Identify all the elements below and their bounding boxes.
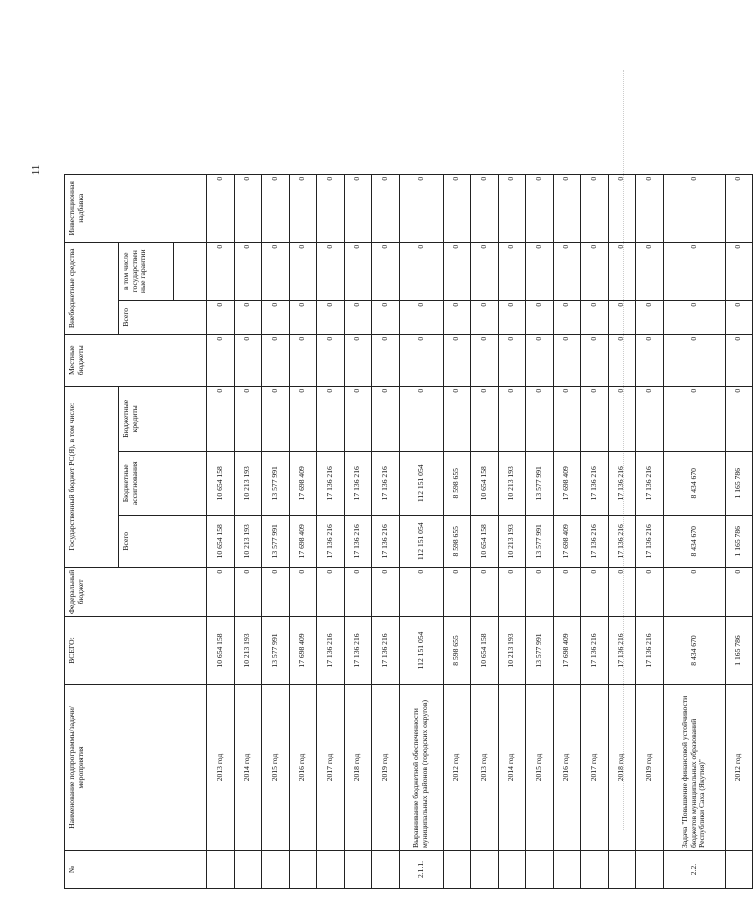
row-number	[581, 851, 609, 889]
row-invest: 0	[581, 174, 609, 242]
row-state-alloc: 17 698 409	[289, 451, 317, 515]
row-invest: 0	[526, 174, 554, 242]
row-state-total: 17 136 216	[608, 515, 636, 567]
row-total: 17 698 409	[553, 617, 581, 685]
row-state-total: 17 136 216	[581, 515, 609, 567]
row-local: 0	[399, 334, 443, 386]
row-state-total: 10 213 193	[498, 515, 526, 567]
row-extra-guar: 0	[663, 242, 725, 300]
table-row	[526, 174, 554, 888]
table-row	[498, 174, 526, 888]
row-number	[372, 851, 400, 889]
row-federal: 0	[581, 567, 609, 616]
row-extra-total: 0	[344, 300, 372, 334]
row-invest: 0	[317, 174, 345, 242]
row-total: 13 577 991	[526, 617, 554, 685]
row-state-alloc: 112 151 054	[399, 451, 443, 515]
row-invest: 0	[399, 174, 443, 242]
row-state-total: 17 136 216	[344, 515, 372, 567]
row-federal: 0	[344, 567, 372, 616]
row-name: Задача "Повышение финансовой устойчивости бюджетов муниципальных образований Республики Саха (Якутия)"	[663, 685, 725, 851]
row-invest: 0	[262, 174, 290, 242]
row-state-alloc: 13 577 991	[262, 451, 290, 515]
row-extra-total: 0	[443, 300, 471, 334]
row-extra-total: 0	[372, 300, 400, 334]
row-state-total: 17 136 216	[317, 515, 345, 567]
row-extra-total: 0	[636, 300, 664, 334]
row-invest: 0	[725, 174, 753, 242]
row-name: 2019 год	[372, 685, 400, 851]
row-name: 2013 год	[471, 685, 499, 851]
row-state-alloc: 1 165 786	[725, 451, 753, 515]
row-total: 10 654 158	[471, 617, 499, 685]
row-number	[317, 851, 345, 889]
row-federal: 0	[399, 567, 443, 616]
row-extra-guar: 0	[553, 242, 581, 300]
header-num: №	[65, 851, 207, 889]
row-federal: 0	[471, 567, 499, 616]
row-extra-guar: 0	[498, 242, 526, 300]
row-extra-total: 0	[471, 300, 499, 334]
row-number	[553, 851, 581, 889]
row-state-credit: 0	[443, 386, 471, 451]
table-row	[344, 174, 372, 888]
row-total: 10 213 193	[234, 617, 262, 685]
row-state-alloc: 17 136 216	[344, 451, 372, 515]
row-extra-guar: 0	[344, 242, 372, 300]
row-federal: 0	[234, 567, 262, 616]
row-total: 112 151 054	[399, 617, 443, 685]
row-invest: 0	[344, 174, 372, 242]
row-local: 0	[581, 334, 609, 386]
row-local: 0	[317, 334, 345, 386]
row-total: 8 434 670	[663, 617, 725, 685]
row-local: 0	[471, 334, 499, 386]
row-number	[234, 851, 262, 889]
row-federal: 0	[663, 567, 725, 616]
row-name: 2018 год	[344, 685, 372, 851]
table-row	[443, 174, 471, 888]
row-state-total: 8 434 670	[663, 515, 725, 567]
header-extra-total: Всего	[119, 300, 207, 334]
row-name: 2016 год	[553, 685, 581, 851]
row-extra-total: 0	[663, 300, 725, 334]
row-state-credit: 0	[344, 386, 372, 451]
row-invest: 0	[498, 174, 526, 242]
row-number	[608, 851, 636, 889]
table-row	[262, 174, 290, 888]
row-extra-guar: 0	[471, 242, 499, 300]
row-extra-guar: 0	[399, 242, 443, 300]
section-row	[663, 174, 725, 888]
row-federal: 0	[526, 567, 554, 616]
row-name: 2017 год	[317, 685, 345, 851]
header-invest: Инвестиционная надбавка	[65, 174, 207, 242]
table-row	[317, 174, 345, 888]
row-extra-total: 0	[207, 300, 235, 334]
row-total: 17 136 216	[608, 617, 636, 685]
row-state-alloc: 8 434 670	[663, 451, 725, 515]
row-extra-guar: 0	[636, 242, 664, 300]
row-extra-guar: 0	[207, 242, 235, 300]
table-row	[581, 174, 609, 888]
row-local: 0	[234, 334, 262, 386]
row-invest: 0	[443, 174, 471, 242]
table-row	[207, 174, 235, 888]
table-row	[234, 174, 262, 888]
row-federal: 0	[262, 567, 290, 616]
row-invest: 0	[553, 174, 581, 242]
row-local: 0	[344, 334, 372, 386]
row-extra-guar: 0	[234, 242, 262, 300]
row-number	[498, 851, 526, 889]
row-extra-guar: 0	[262, 242, 290, 300]
row-extra-guar: 0	[526, 242, 554, 300]
row-state-credit: 0	[725, 386, 753, 451]
row-federal: 0	[608, 567, 636, 616]
row-number	[262, 851, 290, 889]
row-extra-guar: 0	[372, 242, 400, 300]
table-body	[207, 174, 753, 888]
row-state-credit: 0	[399, 386, 443, 451]
row-invest: 0	[471, 174, 499, 242]
header-state-credit: Бюджетные кредиты	[119, 386, 207, 451]
rotated-page	[54, 0, 743, 905]
row-invest: 0	[663, 174, 725, 242]
row-extra-guar: 0	[581, 242, 609, 300]
row-local: 0	[526, 334, 554, 386]
row-total: 13 577 991	[262, 617, 290, 685]
row-local: 0	[498, 334, 526, 386]
row-extra-total: 0	[608, 300, 636, 334]
row-name: 2016 год	[289, 685, 317, 851]
row-state-total: 112 151 054	[399, 515, 443, 567]
row-federal: 0	[207, 567, 235, 616]
row-local: 0	[663, 334, 725, 386]
row-state-alloc: 8 598 655	[443, 451, 471, 515]
row-total: 10 654 158	[207, 617, 235, 685]
table-row	[289, 174, 317, 888]
row-number	[207, 851, 235, 889]
row-total: 17 136 216	[581, 617, 609, 685]
row-extra-guar: 0	[289, 242, 317, 300]
row-extra-total: 0	[234, 300, 262, 334]
row-extra-total: 0	[262, 300, 290, 334]
row-total: 17 136 216	[636, 617, 664, 685]
row-extra-total: 0	[399, 300, 443, 334]
row-state-alloc: 17 698 409	[553, 451, 581, 515]
table-row	[471, 174, 499, 888]
row-state-credit: 0	[207, 386, 235, 451]
row-extra-total: 0	[553, 300, 581, 334]
row-state-credit: 0	[553, 386, 581, 451]
row-state-total: 1 165 786	[725, 515, 753, 567]
row-state-alloc: 13 577 991	[526, 451, 554, 515]
row-federal: 0	[443, 567, 471, 616]
row-number	[344, 851, 372, 889]
header-row-1	[65, 174, 119, 888]
row-state-total: 10 654 158	[471, 515, 499, 567]
row-extra-guar: 0	[725, 242, 753, 300]
row-extra-total: 0	[289, 300, 317, 334]
header-name: Наименование подпрограммы/задачи/мероприятия	[65, 685, 207, 851]
row-state-total: 17 698 409	[289, 515, 317, 567]
row-state-credit: 0	[289, 386, 317, 451]
row-state-alloc: 10 654 158	[471, 451, 499, 515]
row-name: 2012 год	[443, 685, 471, 851]
row-state-alloc: 17 136 216	[317, 451, 345, 515]
row-extra-total: 0	[725, 300, 753, 334]
row-name: 2014 год	[234, 685, 262, 851]
row-state-alloc: 17 136 216	[581, 451, 609, 515]
row-state-credit: 0	[526, 386, 554, 451]
row-federal: 0	[372, 567, 400, 616]
row-state-alloc: 10 654 158	[207, 451, 235, 515]
row-state-alloc: 10 213 193	[498, 451, 526, 515]
row-federal: 0	[317, 567, 345, 616]
row-extra-total: 0	[498, 300, 526, 334]
row-state-total: 13 577 991	[526, 515, 554, 567]
row-number	[289, 851, 317, 889]
header-state: Государственный бюджет РС(Я), в том числе:	[65, 386, 119, 567]
row-state-alloc: 17 136 216	[608, 451, 636, 515]
row-state-total: 17 136 216	[372, 515, 400, 567]
row-federal: 0	[498, 567, 526, 616]
row-local: 0	[372, 334, 400, 386]
header-extra-guar-blank	[174, 242, 207, 300]
row-invest: 0	[289, 174, 317, 242]
row-federal: 0	[725, 567, 753, 616]
table-row	[608, 174, 636, 888]
row-name: Выравнивание бюджетной обеспеченности муниципальных районов (городских округов)	[399, 685, 443, 851]
header-federal: Федеральный бюджет	[65, 567, 207, 616]
row-number: 2.1.1.	[399, 851, 443, 889]
row-extra-total: 0	[526, 300, 554, 334]
row-state-credit: 0	[317, 386, 345, 451]
row-extra-guar: 0	[608, 242, 636, 300]
table-row	[553, 174, 581, 888]
row-local: 0	[553, 334, 581, 386]
row-federal: 0	[636, 567, 664, 616]
row-total: 17 136 216	[372, 617, 400, 685]
header-extra-guar: в том числе государствен ные гарантии	[119, 242, 174, 300]
row-total: 10 213 193	[498, 617, 526, 685]
row-local: 0	[289, 334, 317, 386]
row-extra-guar: 0	[443, 242, 471, 300]
row-extra-guar: 0	[317, 242, 345, 300]
section-row	[399, 174, 443, 888]
row-state-total: 8 598 655	[443, 515, 471, 567]
row-number	[471, 851, 499, 889]
row-name: 2014 год	[498, 685, 526, 851]
row-state-credit: 0	[372, 386, 400, 451]
row-total: 8 598 655	[443, 617, 471, 685]
row-invest: 0	[372, 174, 400, 242]
page-number: 11	[30, 164, 42, 176]
row-number	[725, 851, 753, 889]
row-state-total: 17 136 216	[636, 515, 664, 567]
row-name: 2015 год	[526, 685, 554, 851]
row-name: 2015 год	[262, 685, 290, 851]
row-local: 0	[443, 334, 471, 386]
header-total: ВСЕГО:	[65, 617, 207, 685]
row-total: 17 698 409	[289, 617, 317, 685]
row-state-total: 17 698 409	[553, 515, 581, 567]
header-extra: Внебюджетные средства	[65, 242, 119, 334]
row-local: 0	[262, 334, 290, 386]
row-state-credit: 0	[581, 386, 609, 451]
row-extra-total: 0	[581, 300, 609, 334]
row-local: 0	[636, 334, 664, 386]
row-extra-total: 0	[317, 300, 345, 334]
row-invest: 0	[608, 174, 636, 242]
row-state-total: 10 213 193	[234, 515, 262, 567]
row-name: 2013 год	[207, 685, 235, 851]
row-state-credit: 0	[663, 386, 725, 451]
table-row	[725, 174, 753, 888]
row-number: 2.2.	[663, 851, 725, 889]
row-state-credit: 0	[234, 386, 262, 451]
row-state-credit: 0	[262, 386, 290, 451]
row-state-credit: 0	[471, 386, 499, 451]
row-number	[636, 851, 664, 889]
row-name: 2012 год	[725, 685, 753, 851]
row-state-credit: 0	[636, 386, 664, 451]
row-state-credit: 0	[498, 386, 526, 451]
row-local: 0	[207, 334, 235, 386]
row-state-alloc: 10 213 193	[234, 451, 262, 515]
table-row	[372, 174, 400, 888]
row-state-total: 10 654 158	[207, 515, 235, 567]
row-federal: 0	[553, 567, 581, 616]
row-total: 17 136 216	[317, 617, 345, 685]
row-name: 2018 год	[608, 685, 636, 851]
row-invest: 0	[636, 174, 664, 242]
table-row	[636, 174, 664, 888]
row-state-credit: 0	[608, 386, 636, 451]
row-local: 0	[725, 334, 753, 386]
row-invest: 0	[207, 174, 235, 242]
header-local: Местные бюджеты	[65, 334, 207, 386]
row-number	[443, 851, 471, 889]
row-invest: 0	[234, 174, 262, 242]
row-total: 17 136 216	[344, 617, 372, 685]
row-state-alloc: 17 136 216	[372, 451, 400, 515]
row-federal: 0	[289, 567, 317, 616]
header-state-alloc: Бюджетные ассигнования	[119, 451, 207, 515]
row-local: 0	[608, 334, 636, 386]
header-state-total: Всего	[119, 515, 207, 567]
row-number	[526, 851, 554, 889]
row-state-total: 13 577 991	[262, 515, 290, 567]
row-name: 2017 год	[581, 685, 609, 851]
row-name: 2019 год	[636, 685, 664, 851]
row-total: 1 165 786	[725, 617, 753, 685]
budget-table	[64, 174, 753, 889]
row-state-alloc: 17 136 216	[636, 451, 664, 515]
